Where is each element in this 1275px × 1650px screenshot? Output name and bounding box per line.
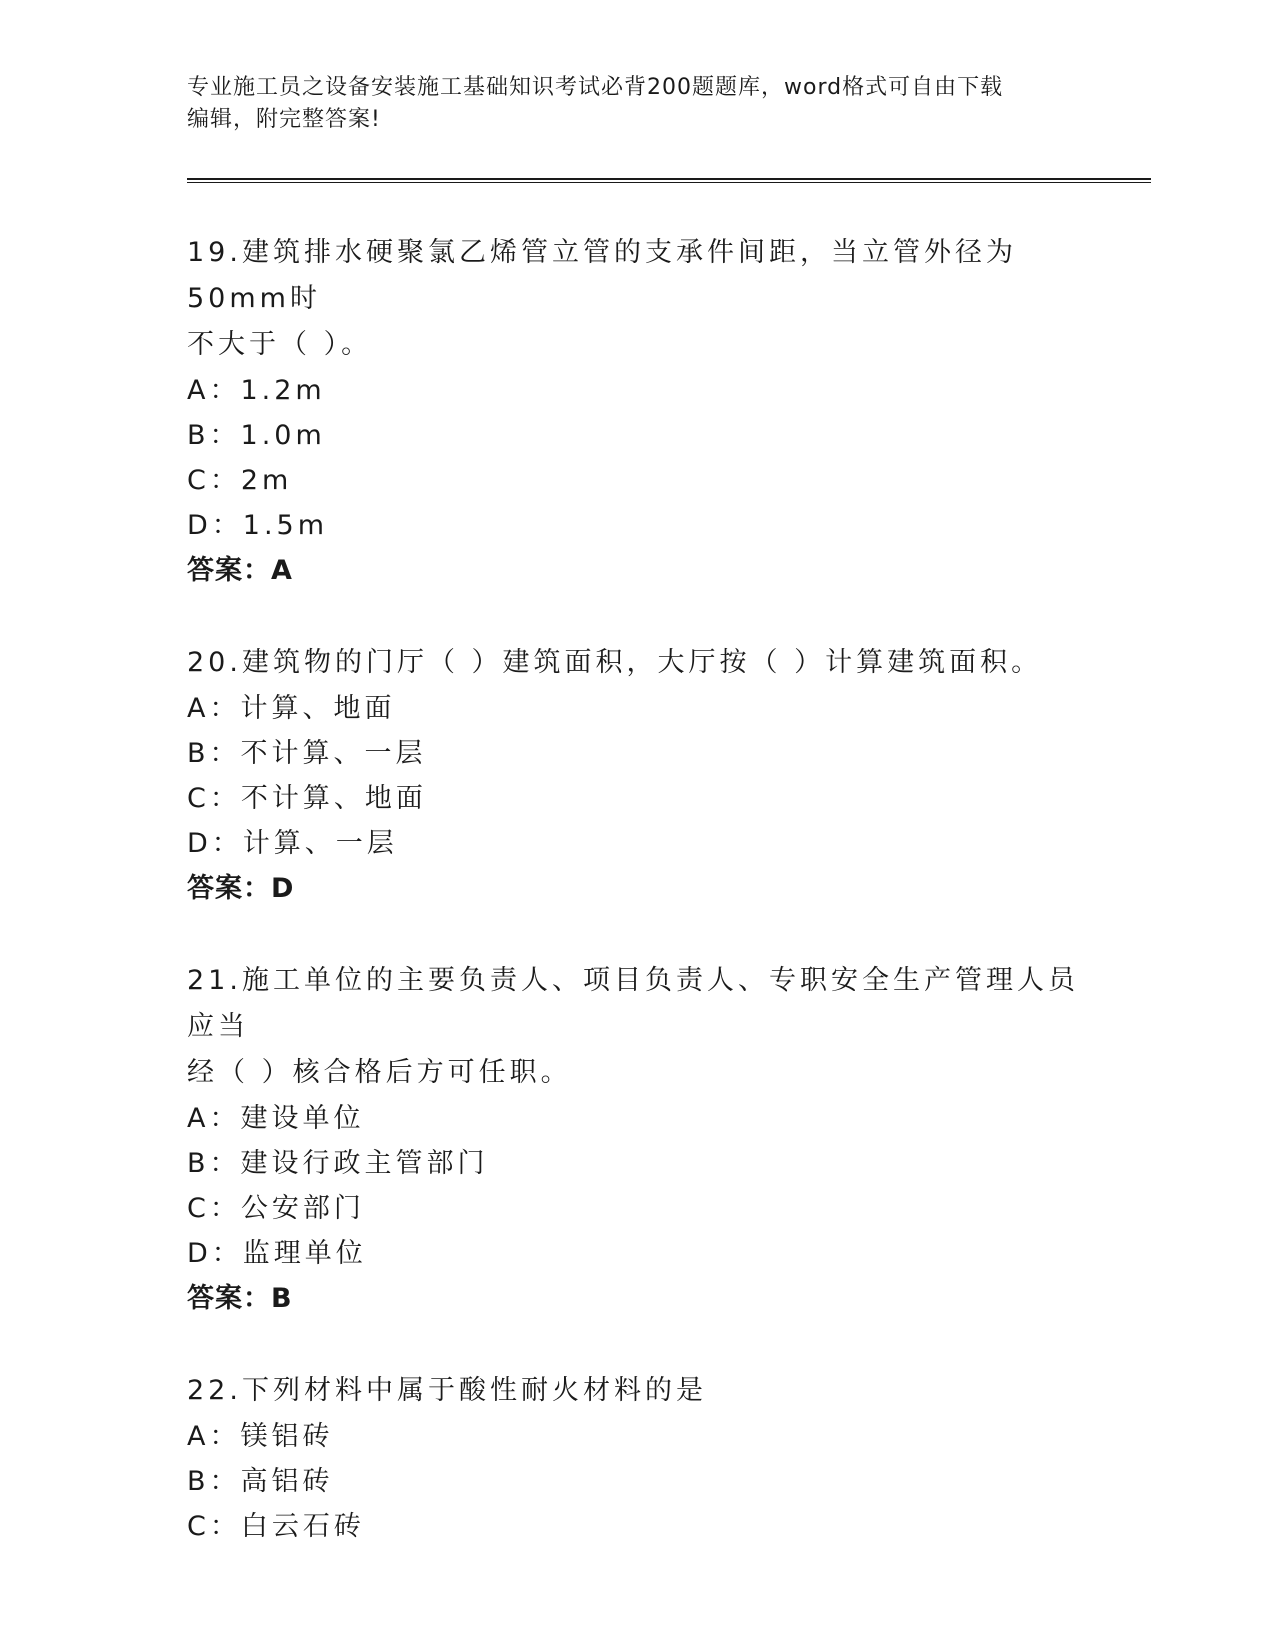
question-text-cont: 经（ ）核合格后方可任职。 (187, 1057, 572, 1088)
question-text: 19.建筑排水硬聚氯乙烯管立管的支承件间距，当立管外径为50mm时 (187, 237, 1017, 314)
option-a: A：1.2m (187, 375, 326, 406)
header-line-2: 编辑，附完整答案! (187, 107, 381, 132)
document-header (187, 72, 1067, 136)
header-divider (187, 178, 1151, 183)
question-text: 21.施工单位的主要负责人、项目负责人、专职安全生产管理人员应当 (187, 965, 1079, 1042)
option-a: A：镁铝砖 (187, 1421, 334, 1452)
option-d: D：1.5m (187, 510, 329, 541)
answer: 答案：B (187, 1283, 293, 1314)
option-c: C：公安部门 (187, 1193, 365, 1224)
question-text: 20.建筑物的门厅（ ）建筑面积，大厅按（ ）计算建筑面积。 (187, 647, 1043, 678)
question-list (187, 230, 1087, 1595)
question-22 (187, 1368, 1087, 1549)
question-text: 22.下列材料中属于酸性耐火材料的是 (187, 1375, 707, 1406)
question-text-cont: 不大于（ ）。 (187, 329, 373, 360)
option-b: B：高铝砖 (187, 1466, 334, 1497)
option-a: A：建设单位 (187, 1103, 365, 1134)
question-21 (187, 958, 1087, 1322)
option-b: B：建设行政主管部门 (187, 1148, 489, 1179)
answer: 答案：A (187, 555, 293, 586)
option-d: D：计算、一层 (187, 828, 398, 859)
header-line-1: 专业施工员之设备安装施工基础知识考试必背200题题库，word格式可自由下载 (187, 75, 1004, 100)
option-a: A：计算、地面 (187, 693, 396, 724)
question-20 (187, 640, 1087, 912)
question-19 (187, 230, 1087, 594)
option-c: C：白云石砖 (187, 1511, 365, 1542)
option-d: D：监理单位 (187, 1238, 367, 1269)
option-c: C：2m (187, 465, 293, 496)
option-b: B：1.0m (187, 420, 326, 451)
answer: 答案：D (187, 873, 295, 904)
option-b: B：不计算、一层 (187, 738, 427, 769)
option-c: C：不计算、地面 (187, 783, 427, 814)
